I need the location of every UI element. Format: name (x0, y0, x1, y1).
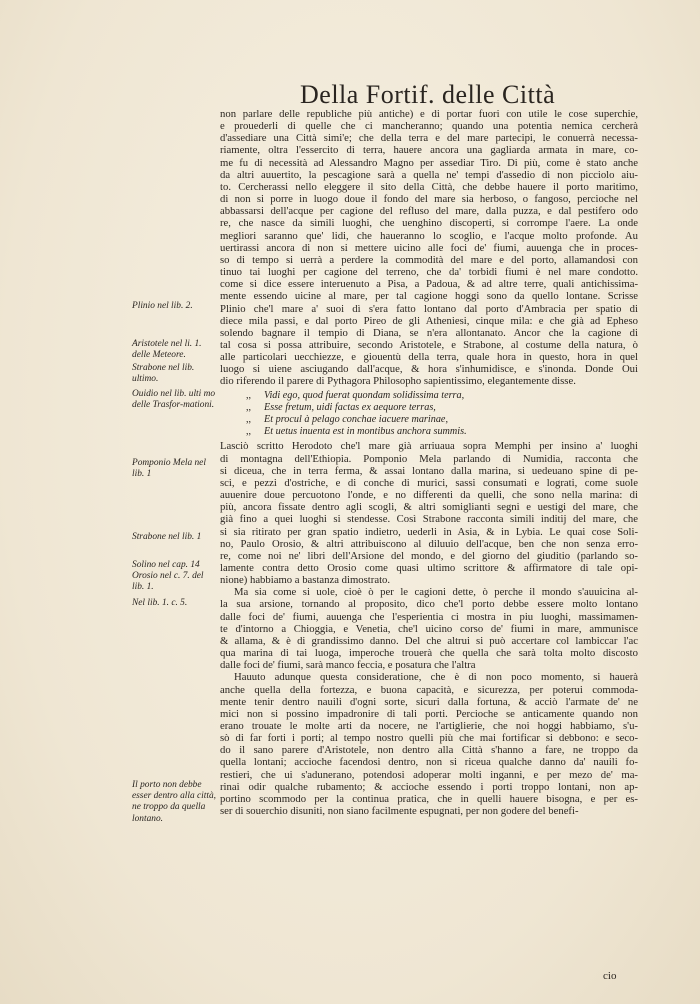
text-line: uertirassi ancora di non si mettere uicino alle foci de' fiumi, auuenga che in proces- (220, 241, 638, 254)
text-line: da altri auuertito, la pescagione sarà a quella ne' tempi d'assedio di non picciolo aiu- (220, 168, 638, 181)
text-line: Hauuto adunque questa consideratione, che è di non poco momento, si hauerà (234, 671, 638, 684)
text-line: sci, e pezzi d'ostriche, e di conche di murici, sassi consumati e lograti, come suole (220, 476, 638, 489)
text-line: mente essendo uicine al mare, per tal cagione hoggi sono da quello lontane. Scrisse (220, 290, 638, 303)
margin-note-strabone-1: Strabone nel lib. 1 (132, 532, 202, 542)
text-line: to. Cercherassi nello eleggere il sito della Città, che debbe hauere il porto maritimo, (220, 180, 638, 193)
text-line: si sia ritirato per gran spatio indietro, uederli in Asia, & in Lybia. Le quai cose Soli- (220, 525, 638, 538)
text-line: rinai odir qualche rubamento; & accioche essendo i porti troppo lontani, non ap- (220, 780, 638, 793)
verse-line (220, 414, 638, 426)
text-line: re, come noi ne' libri dell'Arsione del mondo, e del giorno del giuditio (parlando so- (220, 549, 638, 562)
text-line: auuenire doue percuotono l'onde, e no differenti da quelli, che sono nella marina: di (220, 489, 638, 502)
margin-note-porto: Il porto non debbe esser dentro alla città, ne troppo da quella lontano. (132, 780, 217, 824)
text-line: la sua arsione, tornando al proposito, dico che'l porto debbe essere molto lontano (220, 598, 638, 611)
text-line: nione) habbiamo a bastanza dimostrato. (220, 574, 391, 587)
text-line: di non si porre in luogo doue il fondo del mare sia herboso, o fangoso, percioche nel (220, 193, 638, 206)
text-line: non parlare delle republiche più antiche) e di portar fuori con utile le cose superchie, (220, 108, 638, 120)
text-line: mente tenir dentro nauili d'ogni sorte, sicuri dalla fortuna, & acciò l'armate de' ne (220, 695, 638, 708)
text-line: Ma sia come si uole, cioè ò per le cagioni dette, ò perche il mondo s'auuicina al- (234, 586, 638, 599)
margin-note-solino-orosio: Solino nel cap. 14 Orosio nel c. 7. del lib. 1. (132, 560, 204, 593)
text-line: si diceua, che in terra ferma, & assai lontano dalla marina, si uedeuano spine di pe- (220, 464, 638, 477)
paragraph-4 (220, 671, 638, 817)
text-line: re, che nasce da simili luoghi, che uenghino discoperti, si corrompe l'aere. La onde (220, 217, 638, 230)
verse-line (220, 402, 638, 414)
verse-quote-mark: ,, (246, 426, 252, 438)
text-line: me fu di necessità ad Alessandro Magno per assediar Tiro. Di più, come è stato anche (220, 156, 638, 169)
verse-line (220, 390, 638, 402)
text-line: tal cosa si possa attribuire, secondo Aristotele, e Strabone, al costume della natura, ò (220, 338, 638, 351)
text-line: do il sano parere d'Aristotele, non dentro alla Città s'hanno a fare, ne troppo da (220, 744, 638, 757)
margin-note-ouidio: Ouidio nel lib. ulti mo delle Trasfor-mationi. (132, 389, 216, 411)
text-line: no, Paulo Orosio, & altri attribuiscono al diluuio dell'acque, ben che non senza erro- (220, 537, 638, 550)
paragraph-3 (220, 586, 638, 671)
text-line: megliori saranno que' lidi, che haueranno lo scoglio, e l'acque molto profonde. Au (220, 229, 638, 242)
verse-quote-mark: ,, (246, 401, 252, 413)
main-text-column (220, 108, 638, 817)
text-line: tinuo tai luoghi per cagione del terreno, che da' torbidi fiumi è nel mare condotto. (220, 266, 638, 279)
ovid-verse-quotation (220, 390, 638, 439)
verse-quote-mark: ,, (246, 389, 252, 401)
margin-note-nel-lib: Nel lib. 1. c. 5. (132, 598, 188, 608)
text-line: sò di far forti i porti; al tempo nostro quelli più che mai fortificar si debbono: e seco- (220, 732, 638, 745)
text-line: d'assediare una Città simi'e; che della terra e del mare partecipi, le conuerrà necessa- (220, 132, 638, 145)
verse-text: Et procul à pelago conchae iacuere marinae, (264, 414, 448, 425)
text-line: quella lontani; accioche facendosi dentro, non si riceua qualche danno da' nauili fo- (220, 756, 638, 769)
text-line: dalle foci de' fiumi, sarà manco feccia, e posatura che l'altra (220, 659, 476, 672)
text-line: ser di souerchio disuniti, non siano facilmente espugnati, per non godere del benefi- (220, 805, 579, 818)
text-line: mici non si possino impadronire di tali porti. Percioche se anticamente quando non (220, 707, 638, 720)
text-line: anche quella della fortezza, e buona capacità, e sicurezza, per poterui commoda- (220, 683, 638, 696)
verse-line (220, 426, 638, 438)
verse-text: Et uetus inuenta est in montibus anchora summis. (264, 426, 467, 438)
margin-note-aristotele: Aristotele nel li. 1. delle Meteore. (132, 339, 202, 361)
margin-note-plinio: Plinio nel lib. 2. (132, 301, 193, 311)
margin-note-strabone-ultimo: Strabone nel lib. ultimo. (132, 363, 195, 385)
text-line: luogo si uiene asciugando dall'acque, & hora s'inhumidisce, e s'inonda. Donde Oui (220, 363, 638, 376)
text-line: Plinio che'l mare a' suoi dì s'era fatto lontano dal porto d'Ambracia per spatio di (220, 302, 638, 315)
text-line: & allama, & è di grandissimo danno. Del che altrui si può accertare col lambiccar l'ac (220, 634, 638, 647)
text-line: Lasciò scritto Herodoto che'l mare già arriuaua sopra Memphi per insino a' luoghi (220, 440, 638, 453)
text-line: restieri, che ui s'adunerano, potendosi adoperar molti inganni, e per mezo de' ma- (220, 768, 638, 781)
text-line: abbassarsi dell'acque per cagione del refluso del mare, dalla puzza, e dal pestifero odo (220, 205, 638, 218)
text-line: più, ancora fissate dentro agli scogli, & altri somiglianti segni e uestigi del mare, che (220, 501, 638, 514)
text-line: qua marina di tai luoga, imperoche trouerà che quella che sarà tolta molto discosto (220, 647, 638, 660)
text-line: e prouederli di quelle che ci mancheranno; quando una potentia nemica cercherà (220, 120, 638, 133)
text-line: diece mila passi, e dal porto Pireo de gli Atheniesi, cinque mila: e che già ad Epheso (220, 314, 638, 327)
text-line: solendo bagnare il tempio di Diana, se n'era allontanato. Ancor che la cagione di (220, 326, 638, 339)
running-head: Della Fortif. delle Città (300, 80, 556, 109)
paragraph-2 (220, 440, 638, 586)
text-line: so di tempo si uerrà a perdere la commodità del mare e del porto, allamandosi con (220, 253, 638, 266)
text-line: alle particolari uecchiezze, e giouentù della terra, quale hora in questo, hora in quel (220, 351, 638, 364)
text-line: di montagna dell'Ethiopia. Pomponio Mela parlando di Numidia, racconta che (220, 452, 638, 465)
margin-note-pomponio-mela: Pomponio Mela nel lib. 1 (132, 458, 206, 480)
verse-text: Esse fretum, uidi factas ex aequore terras, (264, 401, 436, 413)
text-line: come si dice essere interuenuto a Pisa, a Padoua, & ad altre terre, quali antichissima- (220, 278, 638, 291)
text-line: dalle foci de' fiumi, auuenga che l'esperientia ci mostra in piu luoghi, massimamen- (220, 610, 638, 623)
text-line: erano trouate le molte arti da nocere, ne l'artiglierie, che noi hoggi habbiamo, s'u- (220, 720, 638, 732)
text-line: portino scommodo per la continua pratica, che in quelli hauere bisogna, e per es- (220, 792, 638, 805)
catchword: cio (603, 970, 617, 982)
text-line: riamente, oltra l'essercito di terra, hauere ancora una gagliarda armata in mare, co- (220, 144, 638, 157)
text-line: lamente contra detto Orosio come quasi ultimo scrittore & affirmatore di tale opi- (220, 561, 638, 574)
verse-text: Vidi ego, quod fuerat quondam solidissima terra, (264, 389, 465, 401)
paragraph-1 (220, 108, 638, 388)
text-line: dio riferendo il parere di Pythagora Philosopho sapientissimo, elegantemente disse. (220, 375, 576, 388)
text-line: te d'intorno a Chioggia, e Venetia, che'l uicino corso de' fiumi in mare, ammunisce (220, 622, 638, 635)
text-line: già fino a quei luoghi si stendesse. Così Strabone racconta simili inditij del mare, che (220, 513, 638, 526)
verse-quote-mark: ,, (246, 414, 252, 425)
